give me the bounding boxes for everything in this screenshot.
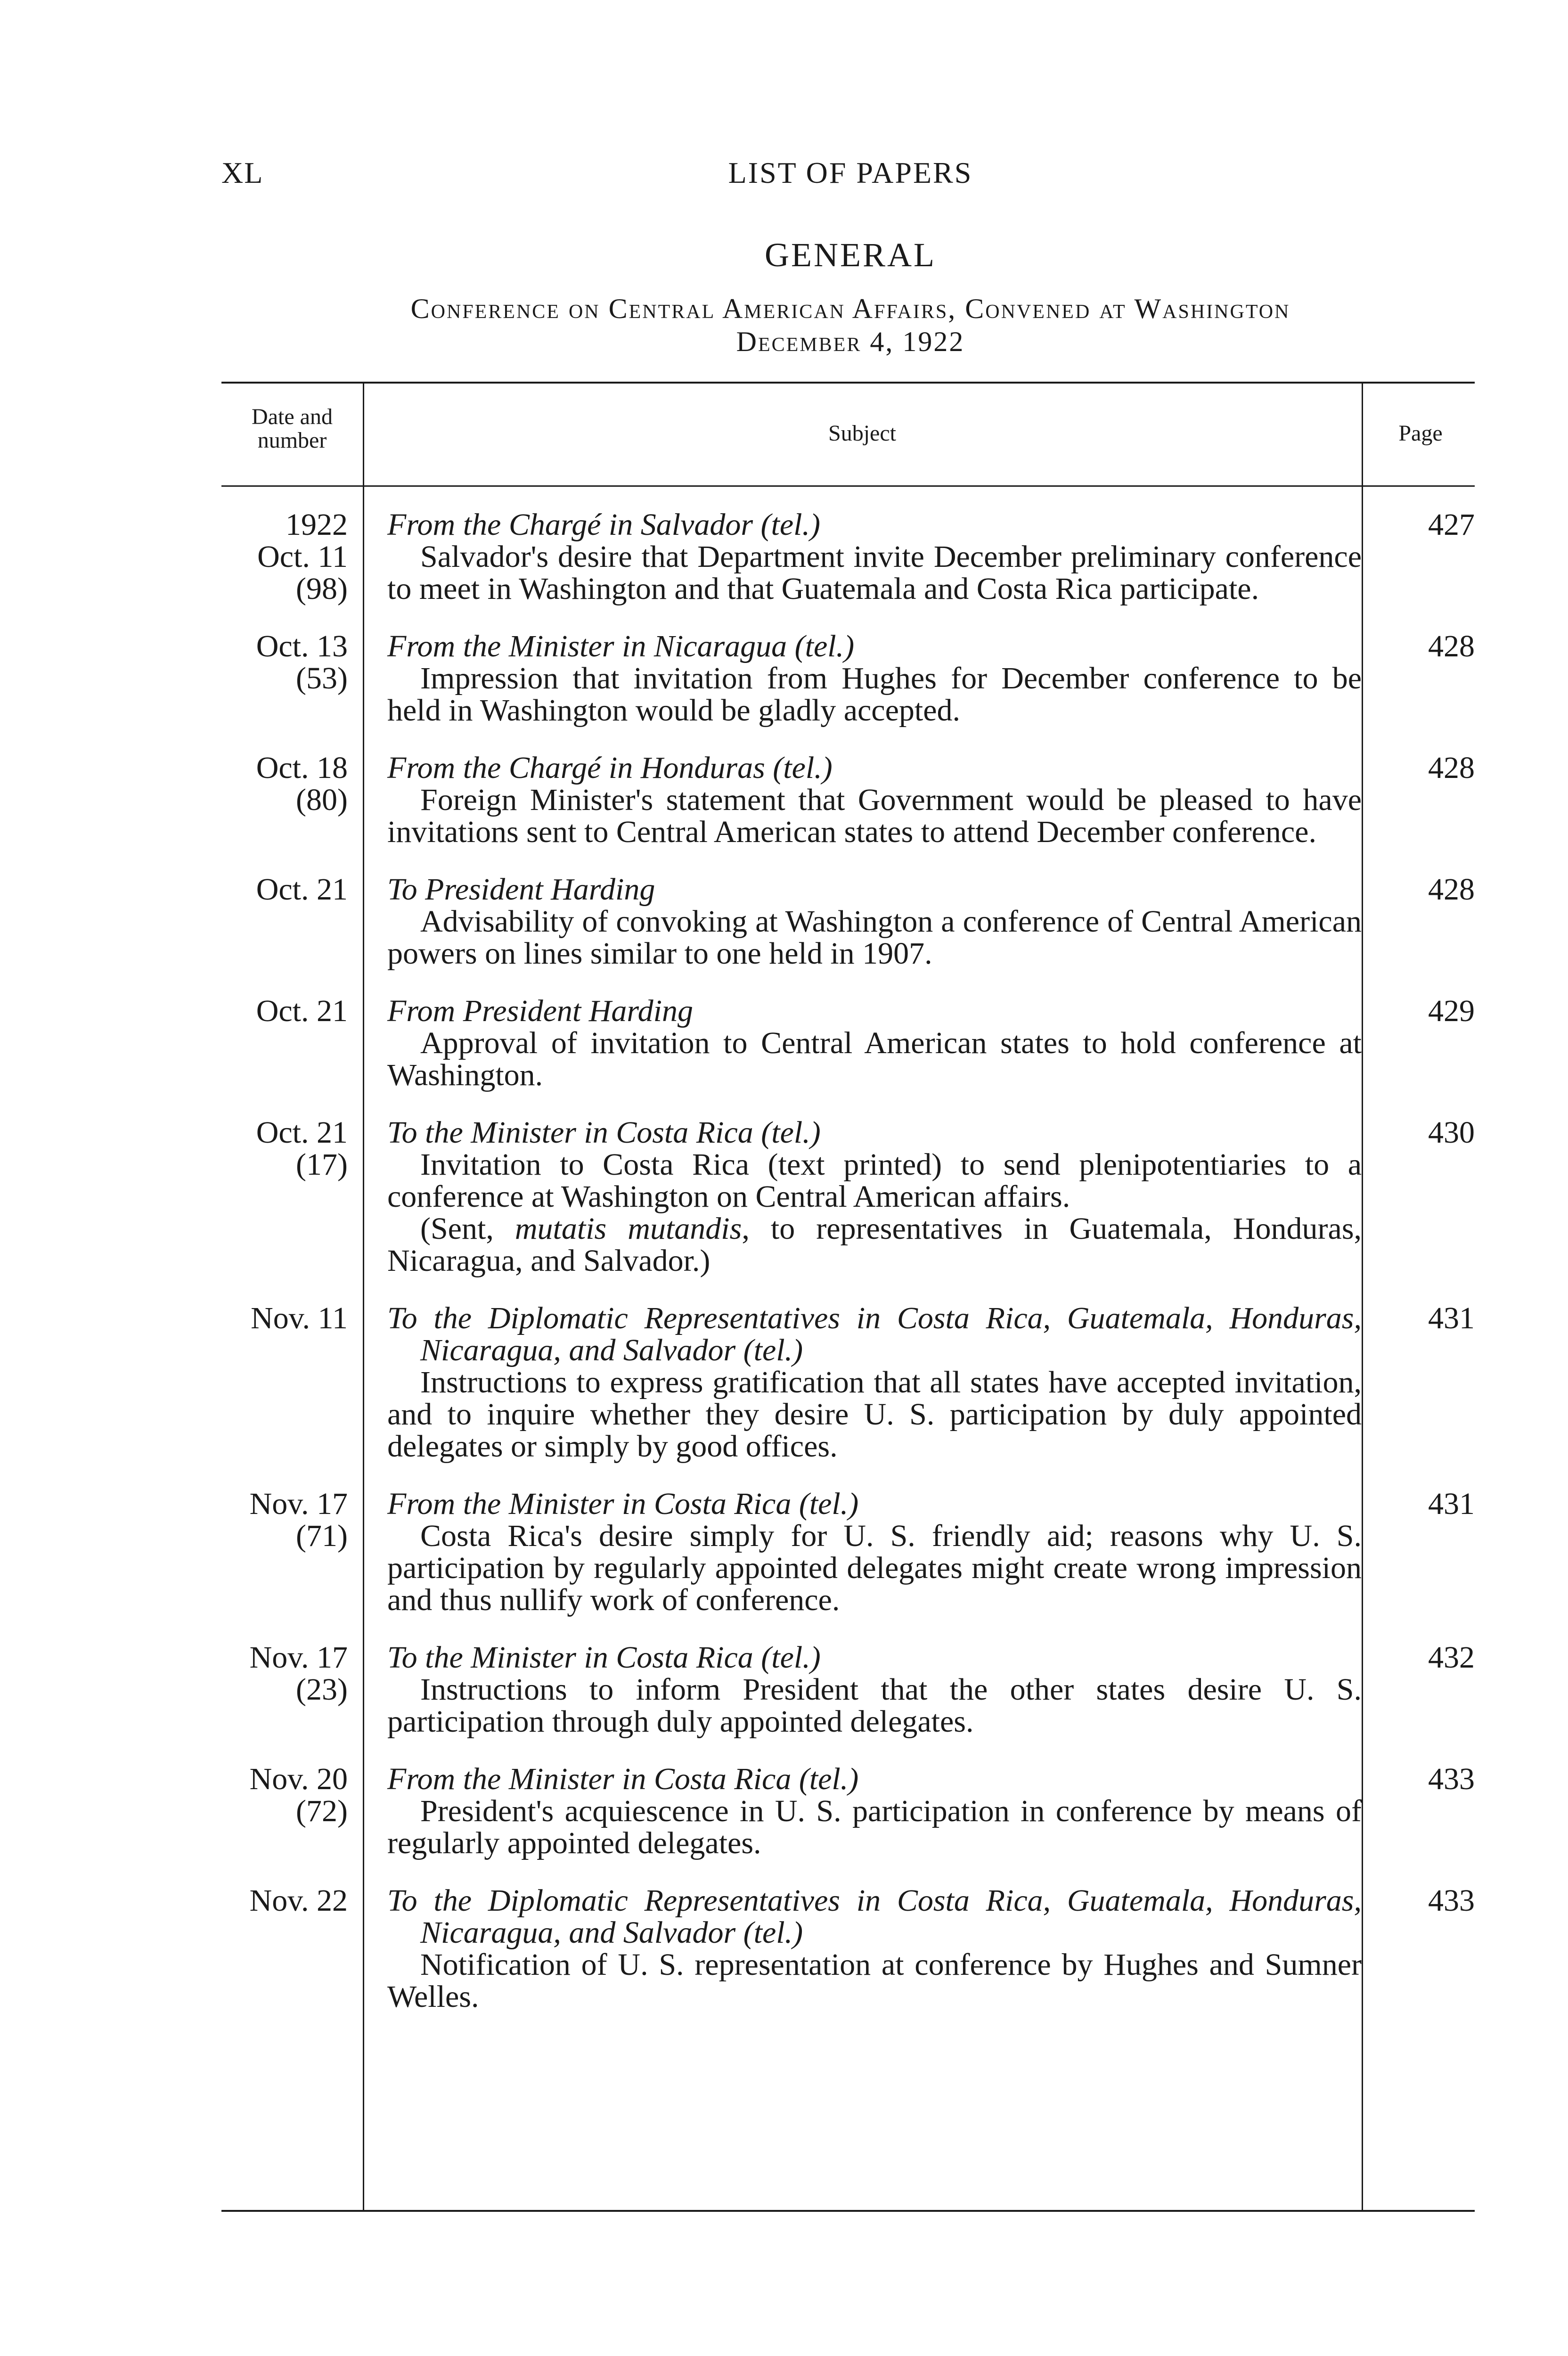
entry-date: Oct. 18 [256, 751, 348, 785]
entry-date: Nov. 22 [249, 1883, 348, 1918]
subtitle-line-1: Conference on Central American Affairs, Convened at Washington [410, 293, 1290, 324]
date-cell [221, 1885, 363, 2013]
column-header-page: Page [1398, 421, 1443, 446]
entry-description: Costa Rica's desire simply for U. S. friendly aid; reasons why U. S. participation by regularly appointed delegates might create wrong impression and thus nullify work of conference. [387, 1519, 1362, 1617]
entry-date: Nov. 17 [249, 1487, 348, 1521]
subject-cell [363, 630, 1362, 727]
entry-description: Foreign Minister's statement that Government would be pleased to have invitations sent to Central American states to attend December conference. [387, 783, 1362, 849]
subject-cell [363, 752, 1362, 848]
table-bottom-rule [221, 2210, 1475, 2212]
entry-title: From President Harding [387, 994, 693, 1028]
entry-description: Invitation to Costa Rica (text printed) to send plenipotentiaries to a conference at Washington on Central American affairs. [387, 1147, 1362, 1214]
table-row [221, 1302, 1475, 1463]
table-row [221, 1488, 1475, 1616]
entry-page: 427 [1428, 507, 1475, 542]
column-header-subject: Subject [828, 421, 896, 446]
entry-title: From the Minister in Costa Rica (tel.) [387, 1487, 859, 1521]
entry-description: Notification of U. S. representation at conference by Hughes and Sumner Welles. [387, 1947, 1362, 2014]
subtitle-line-2: December 4, 1922 [736, 326, 965, 357]
entry-page: 433 [1428, 1883, 1475, 1918]
entry-description: Impression that invitation from Hughes for December conference to be held in Washington would be gladly accepted. [387, 661, 1362, 728]
entry-title: To the Minister in Costa Rica (tel.) [387, 1640, 821, 1675]
table-row [221, 509, 1475, 605]
table-row [221, 1885, 1475, 2013]
entry-page: 433 [1428, 1762, 1475, 1796]
date-cell [221, 874, 363, 970]
running-head [221, 155, 1479, 198]
subject-cell [363, 1117, 1362, 1277]
entry-date: Oct. 11 [257, 540, 348, 574]
entry-page: 432 [1428, 1640, 1475, 1675]
page-folio: XL [221, 156, 264, 189]
entry-title: From the Minister in Costa Rica (tel.) [387, 1762, 859, 1796]
entry-page: 428 [1428, 751, 1475, 785]
table-row [221, 752, 1475, 848]
date-cell [221, 995, 363, 1091]
table-row [221, 1117, 1475, 1277]
entry-number: (53) [296, 661, 348, 695]
date-cell [221, 1642, 363, 1738]
entry-description: Instructions to inform President that the other states desire U. S. participation through duly appointed delegates. [387, 1672, 1362, 1739]
entry-date: Nov. 20 [249, 1762, 348, 1796]
table-top-rule [221, 382, 1475, 384]
entry-title: To the Diplomatic Representatives in Costa Rica, Guatemala, Honduras, Nicaragua, and Salvador (tel.) [387, 1301, 1362, 1367]
entry-description: Approval of invitation to Central American states to hold conference at Washington. [387, 1026, 1362, 1092]
table-row [221, 1642, 1475, 1738]
table-row [221, 630, 1475, 727]
entry-note [387, 1213, 1362, 1277]
entry-description: Advisability of convoking at Washington a conference of Central American powers on lines similar to one held in 1907. [387, 904, 1362, 971]
table-header-rule [221, 485, 1475, 487]
column-header-date: Date and number [252, 404, 333, 453]
table-row [221, 995, 1475, 1091]
entry-title: From the Chargé in Honduras (tel.) [387, 751, 833, 785]
entry-title: To President Harding [387, 872, 655, 907]
subject-cell [363, 995, 1362, 1091]
entry-number: (72) [296, 1794, 348, 1828]
subject-cell [363, 1302, 1362, 1463]
entry-page: 431 [1428, 1487, 1475, 1521]
entry-number: (17) [296, 1147, 348, 1182]
subject-cell [363, 1642, 1362, 1738]
date-cell [221, 1763, 363, 1859]
date-cell [221, 752, 363, 848]
entry-date: Oct. 21 [256, 872, 348, 907]
table-row [221, 1763, 1475, 1859]
subject-cell [363, 874, 1362, 970]
section-subtitle [203, 292, 1498, 358]
entries-list [221, 509, 1475, 2038]
entry-page: 431 [1428, 1301, 1475, 1335]
entry-title: From the Chargé in Salvador (tel.) [387, 507, 820, 542]
entry-title: To the Minister in Costa Rica (tel.) [387, 1115, 821, 1150]
date-cell [221, 630, 363, 727]
entry-number: (23) [296, 1672, 348, 1707]
entry-number: (71) [296, 1519, 348, 1553]
date-cell [221, 509, 363, 605]
subject-cell [363, 1885, 1362, 2013]
entry-date: Oct. 21 [256, 1115, 348, 1150]
section-title: GENERAL [765, 236, 936, 274]
entry-date: Nov. 11 [251, 1301, 348, 1335]
subject-cell [363, 1488, 1362, 1616]
entry-page: 429 [1428, 994, 1475, 1028]
entry-title: To the Diplomatic Representatives in Costa Rica, Guatemala, Honduras, Nicaragua, and Salvador (tel.) [387, 1883, 1362, 1950]
entry-number: (80) [296, 783, 348, 817]
entry-description: Salvador's desire that Department invite December preliminary conference to meet in Washington and that Guatemala and Costa Rica participate. [387, 540, 1362, 606]
entry-description: President's acquiescence in U. S. participation in conference by means of regularly appointed delegates. [387, 1794, 1362, 1860]
running-title: LIST OF PAPERS [728, 156, 973, 189]
entry-page: 428 [1428, 629, 1475, 663]
entry-page: 430 [1428, 1115, 1475, 1150]
entry-description: Instructions to express gratification that all states have accepted invitation, and to inquire whether they desire U. S. participation by duly appointed delegates or simply by good offices. [387, 1365, 1362, 1464]
subject-cell [363, 509, 1362, 605]
entry-date: Oct. 13 [256, 629, 348, 663]
table-row [221, 874, 1475, 970]
subject-cell [363, 1763, 1362, 1859]
entry-date: Oct. 21 [256, 994, 348, 1028]
entry-title: From the Minister in Nicaragua (tel.) [387, 629, 855, 663]
entry-note-post: , to representatives in Guatemala, Honduras, Nicaragua, and Salvador.) [387, 1211, 1362, 1278]
date-cell [221, 1117, 363, 1277]
entry-note-italic: mutatis mutandis [514, 1211, 742, 1246]
date-cell [221, 1302, 363, 1463]
entry-year: 1922 [286, 507, 348, 542]
date-cell [221, 1488, 363, 1616]
entry-note-pre: (Sent, [420, 1211, 515, 1246]
entry-number: (98) [296, 572, 348, 606]
entry-date: Nov. 17 [249, 1640, 348, 1675]
entry-page: 428 [1428, 872, 1475, 907]
